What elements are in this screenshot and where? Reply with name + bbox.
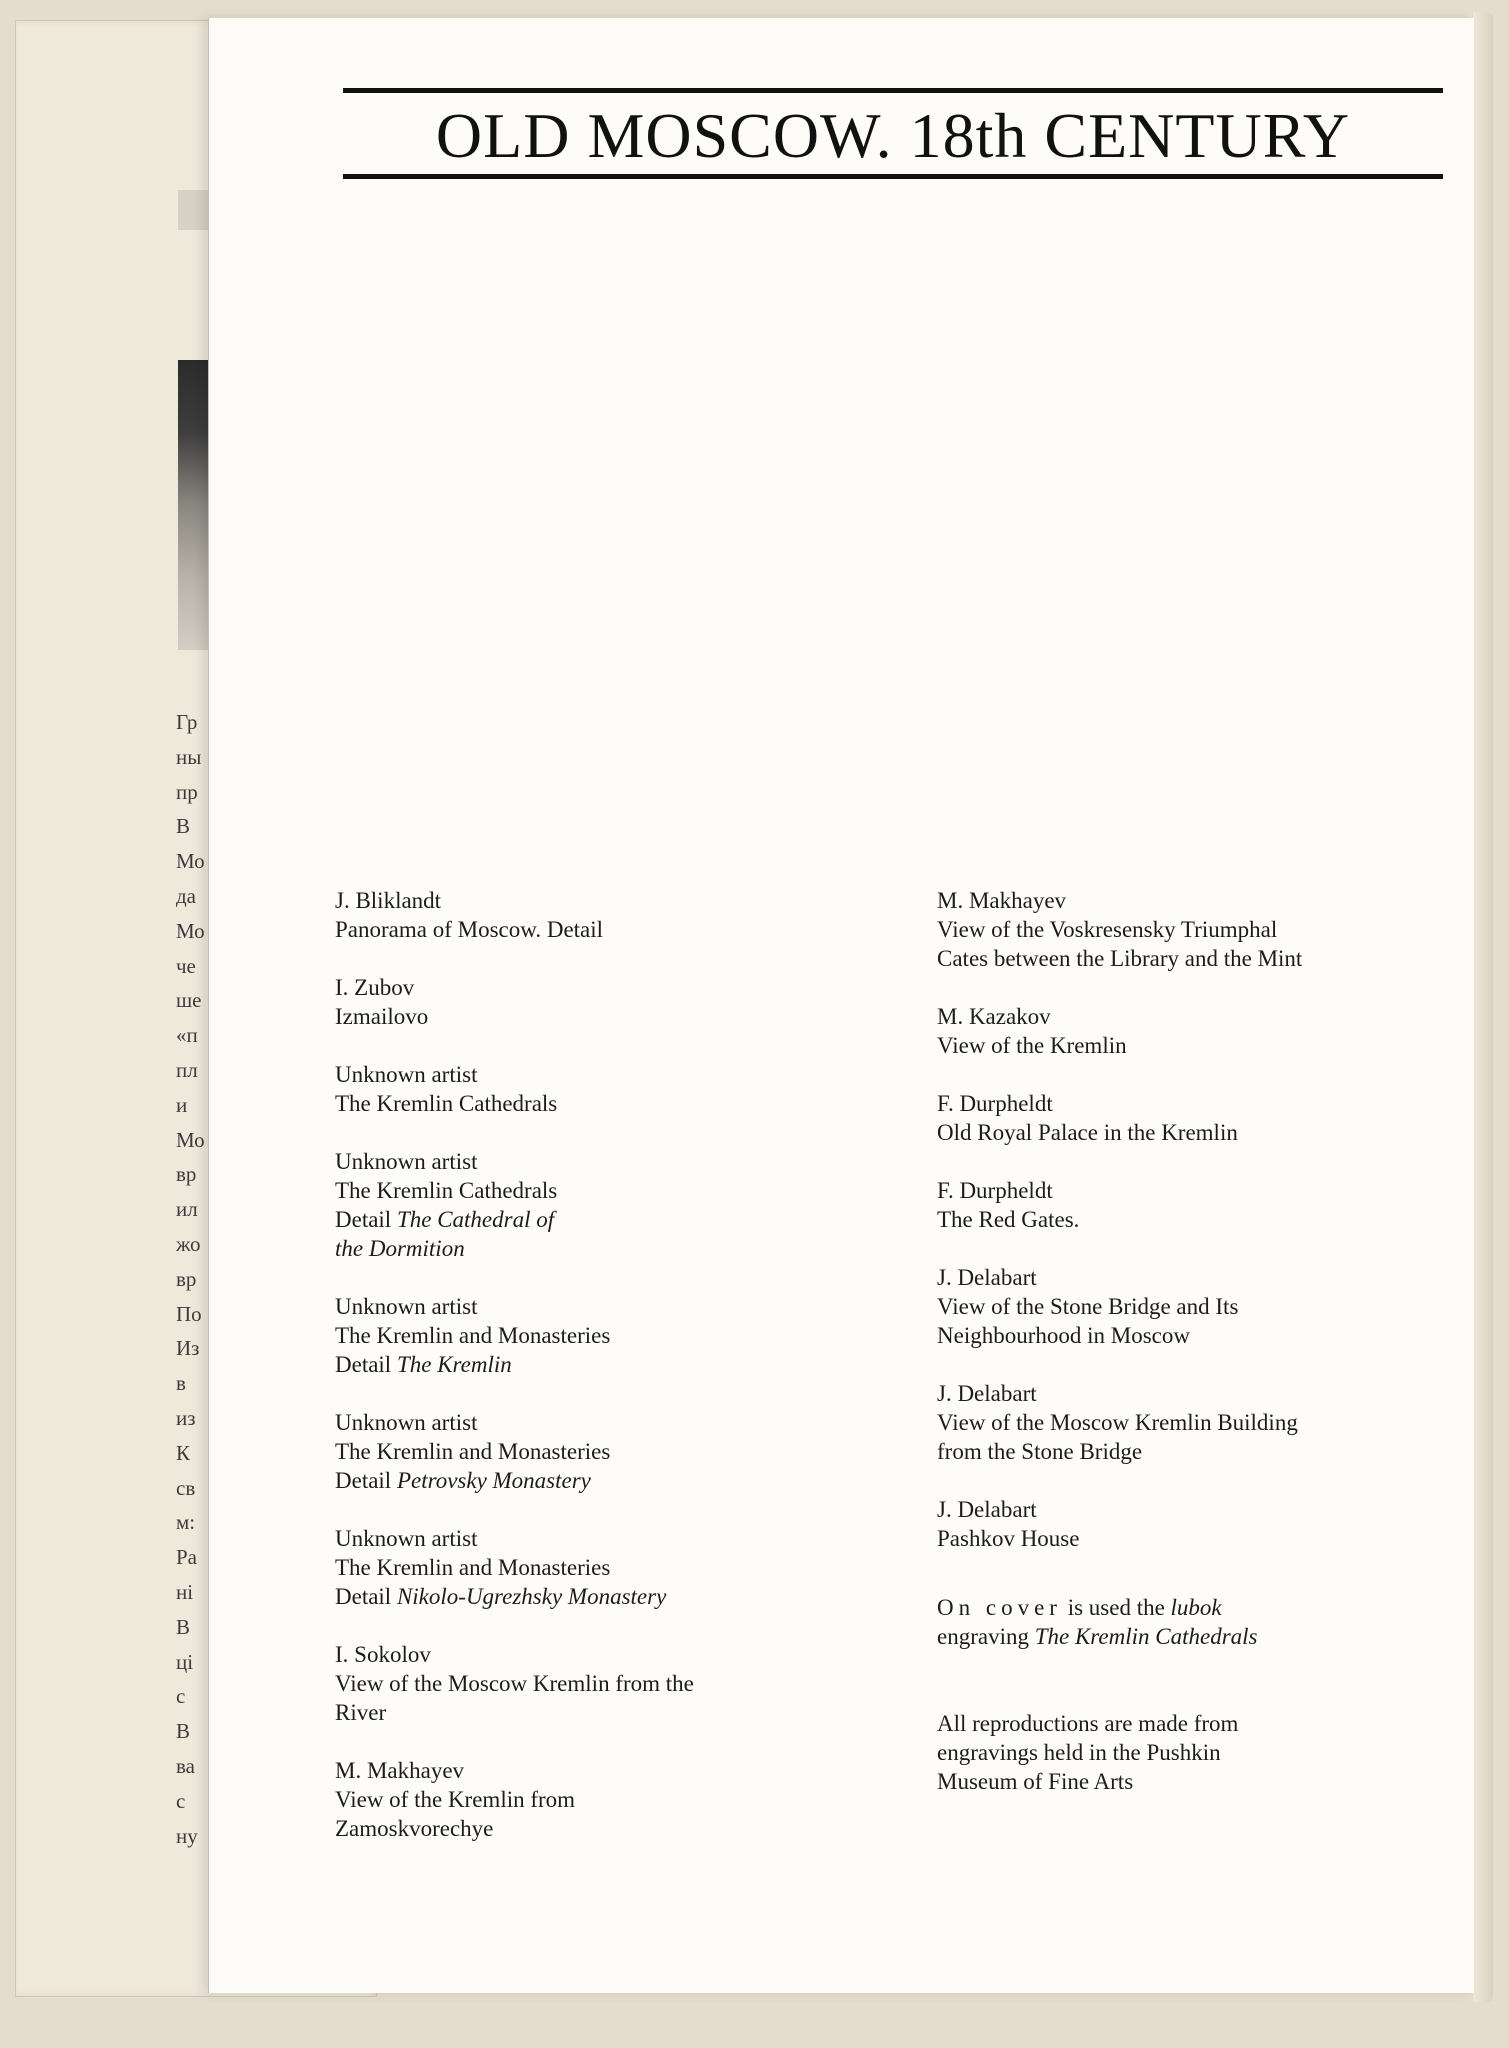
- cover-note-lubok: lubok: [1170, 1595, 1222, 1620]
- entry-text: The Red Gates.: [937, 1207, 1080, 1232]
- back-page-text-line: Мо: [176, 849, 205, 874]
- entry-artist: F. Durpheldt: [937, 1178, 1053, 1203]
- entry-prefix: Detail: [335, 1584, 397, 1609]
- reproductions-line: All reproductions are made from: [937, 1711, 1239, 1736]
- back-page-text-line: пр: [176, 779, 198, 804]
- back-page-text-line: Ра: [176, 1545, 197, 1570]
- entry-line: [335, 1437, 935, 1466]
- title-top-rule: [343, 88, 1443, 93]
- entry-artist: M. Makhayev: [937, 888, 1067, 913]
- entry-italic: The Cathedral of: [396, 1207, 555, 1232]
- entry-text: View of the Kremlin from: [335, 1787, 576, 1812]
- back-page-text-line: К: [176, 1440, 191, 1465]
- list-entry: [335, 1756, 935, 1843]
- back-page-text-line: В: [176, 814, 191, 839]
- back-page-text-line: с: [176, 1788, 186, 1813]
- left-column: [335, 886, 935, 1872]
- entry-artist: Unknown artist: [335, 1410, 478, 1435]
- entry-artist: J. Delabart: [937, 1381, 1037, 1406]
- entry-line: [937, 1031, 1467, 1060]
- entry-artist: Unknown artist: [335, 1526, 478, 1551]
- entry-text: Izmailovo: [335, 1004, 429, 1029]
- entry-line: [335, 915, 935, 944]
- back-page-text-line: м:: [176, 1510, 196, 1535]
- entry-text: River: [335, 1700, 387, 1725]
- entry-text: The Kremlin and Monasteries: [335, 1439, 611, 1464]
- back-page-text-line: с: [176, 1684, 186, 1709]
- cover-note-line2-prefix: engraving: [937, 1624, 1035, 1649]
- entry-line: [335, 1234, 935, 1263]
- entry-line: [335, 1553, 935, 1582]
- entry-artist: M. Makhayev: [335, 1758, 465, 1783]
- list-entry: [937, 1002, 1467, 1060]
- entry-line: [335, 1321, 935, 1350]
- entry-artist: Unknown artist: [335, 1149, 478, 1174]
- cover-note-title: The Kremlin Cathedrals: [1034, 1624, 1258, 1649]
- entry-text: The Kremlin Cathedrals: [335, 1178, 558, 1203]
- back-page-text-line: Гр: [176, 710, 198, 734]
- back-page-text-line: Мо: [176, 1127, 205, 1152]
- entry-line: [335, 1350, 935, 1379]
- entry-text: Neighbourhood in Moscow: [937, 1323, 1190, 1348]
- entry-line: [937, 1292, 1467, 1321]
- right-column-entries: [937, 886, 1467, 1553]
- entry-line: [937, 1524, 1467, 1553]
- entry-line: [937, 1205, 1467, 1234]
- list-entry: [335, 1640, 935, 1727]
- back-page-text-line: ні: [176, 1579, 194, 1604]
- entry-line: [335, 1176, 935, 1205]
- entry-artist: I. Sokolov: [335, 1642, 431, 1667]
- back-page-text-line: че: [176, 953, 196, 978]
- entry-text: Old Royal Palace in the Kremlin: [937, 1120, 1238, 1145]
- entry-line: [937, 1437, 1467, 1466]
- back-page-text-line: По: [176, 1301, 202, 1326]
- entry-text: The Kremlin Cathedrals: [335, 1091, 558, 1116]
- entry-artist: F. Durpheldt: [937, 1091, 1053, 1116]
- list-entry: [335, 1060, 935, 1118]
- back-page-text-line: ці: [176, 1649, 194, 1674]
- list-entry: [335, 1147, 935, 1263]
- entry-line: [335, 1582, 935, 1611]
- back-page-text-line: в: [176, 1371, 186, 1396]
- reproductions-line: Museum of Fine Arts: [937, 1769, 1134, 1794]
- cover-note: [937, 1593, 1467, 1651]
- entry-prefix: Detail: [335, 1207, 397, 1232]
- entry-text: View of the Moscow Kremlin from the: [335, 1671, 694, 1696]
- back-page-heading-fragment: [178, 190, 208, 230]
- entry-italic: the Dormition: [335, 1236, 465, 1261]
- reproductions-note: [937, 1709, 1467, 1796]
- entry-text: View of the Stone Bridge and Its: [937, 1294, 1239, 1319]
- list-entry: [335, 973, 935, 1031]
- entry-line: [335, 1205, 935, 1234]
- back-page-text-line: ше: [176, 988, 202, 1013]
- back-page-text-line: ва: [176, 1753, 195, 1778]
- list-entry: [335, 886, 935, 944]
- list-entry: [335, 1524, 935, 1611]
- list-entry: [937, 1089, 1467, 1147]
- entry-line: [937, 1408, 1467, 1437]
- entry-line: [335, 1669, 935, 1698]
- page-title: OLD MOSCOW. 18th CENTURY: [435, 100, 1351, 171]
- back-page-text-line: «п: [176, 1023, 198, 1048]
- list-entry: [335, 1292, 935, 1379]
- back-page-text-line: Из: [176, 1336, 200, 1361]
- entry-text: Panorama of Moscow. Detail: [335, 917, 604, 942]
- reproductions-line: engravings held in the Pushkin: [937, 1740, 1221, 1765]
- entry-prefix: Detail: [335, 1352, 397, 1377]
- list-entry: [937, 1379, 1467, 1466]
- title-bottom-rule: [343, 174, 1443, 179]
- entry-text: View of the Voskresensky Triumphal: [937, 917, 1278, 942]
- back-page-text-line: пл: [176, 1057, 198, 1082]
- back-page-text-line: и: [176, 1092, 188, 1117]
- entry-line: [335, 1785, 935, 1814]
- entry-text: The Kremlin and Monasteries: [335, 1555, 611, 1580]
- entry-line: [937, 1118, 1467, 1147]
- entry-line: [335, 1814, 935, 1843]
- cover-note-middle: is used the: [1061, 1595, 1171, 1620]
- list-entry: [937, 1263, 1467, 1350]
- list-entry: [937, 886, 1467, 973]
- back-page-text-line: вр: [176, 1266, 197, 1291]
- entry-artist: J. Bliklandt: [335, 888, 442, 913]
- right-column: [937, 886, 1467, 1796]
- entry-line: [335, 1002, 935, 1031]
- entry-artist: I. Zubov: [335, 975, 415, 1000]
- entry-text: Pashkov House: [937, 1526, 1080, 1551]
- back-page-text-line: В: [176, 1614, 191, 1639]
- back-page-text-line: да: [176, 883, 197, 908]
- entry-artist: J. Delabart: [937, 1265, 1037, 1290]
- entry-text: Zamoskvorechye: [335, 1816, 494, 1841]
- entry-italic: Nikolo-Ugrezhsky Monastery: [396, 1584, 667, 1609]
- back-page-text-line: Мо: [176, 918, 205, 943]
- back-page-text-line: из: [176, 1405, 196, 1430]
- back-page-text-line: св: [176, 1475, 196, 1500]
- back-page-text-line: ны: [176, 744, 202, 769]
- entry-text: The Kremlin and Monasteries: [335, 1323, 611, 1348]
- entry-line: [937, 1321, 1467, 1350]
- back-page-text-line: ну: [176, 1823, 198, 1848]
- entry-text: Cates between the Library and the Mint: [937, 946, 1303, 971]
- back-page-text-line: В: [176, 1719, 191, 1744]
- cover-note-spaced: On cover: [937, 1595, 1062, 1620]
- entry-italic: The Kremlin: [396, 1352, 512, 1377]
- entry-line: [335, 1698, 935, 1727]
- entry-artist: J. Delabart: [937, 1497, 1037, 1522]
- entry-text: View of the Kremlin: [937, 1033, 1127, 1058]
- entry-line: [335, 1089, 935, 1118]
- back-page-text-line: ил: [176, 1197, 198, 1222]
- entry-italic: Petrovsky Monastery: [396, 1468, 591, 1493]
- entry-text: View of the Moscow Kremlin Building: [937, 1410, 1298, 1435]
- back-page-text-line: жо: [176, 1231, 201, 1256]
- card-edge: [1473, 12, 1493, 2002]
- entry-artist: M. Kazakov: [937, 1004, 1051, 1029]
- list-entry: [335, 1408, 935, 1495]
- entry-artist: Unknown artist: [335, 1062, 478, 1087]
- entry-line: [937, 944, 1467, 973]
- entry-line: [937, 915, 1467, 944]
- entry-prefix: Detail: [335, 1468, 397, 1493]
- entry-artist: Unknown artist: [335, 1294, 478, 1319]
- back-page-text-line: вр: [176, 1162, 197, 1187]
- list-entry: [937, 1176, 1467, 1234]
- entry-line: [335, 1466, 935, 1495]
- entry-text: from the Stone Bridge: [937, 1439, 1143, 1464]
- list-entry: [937, 1495, 1467, 1553]
